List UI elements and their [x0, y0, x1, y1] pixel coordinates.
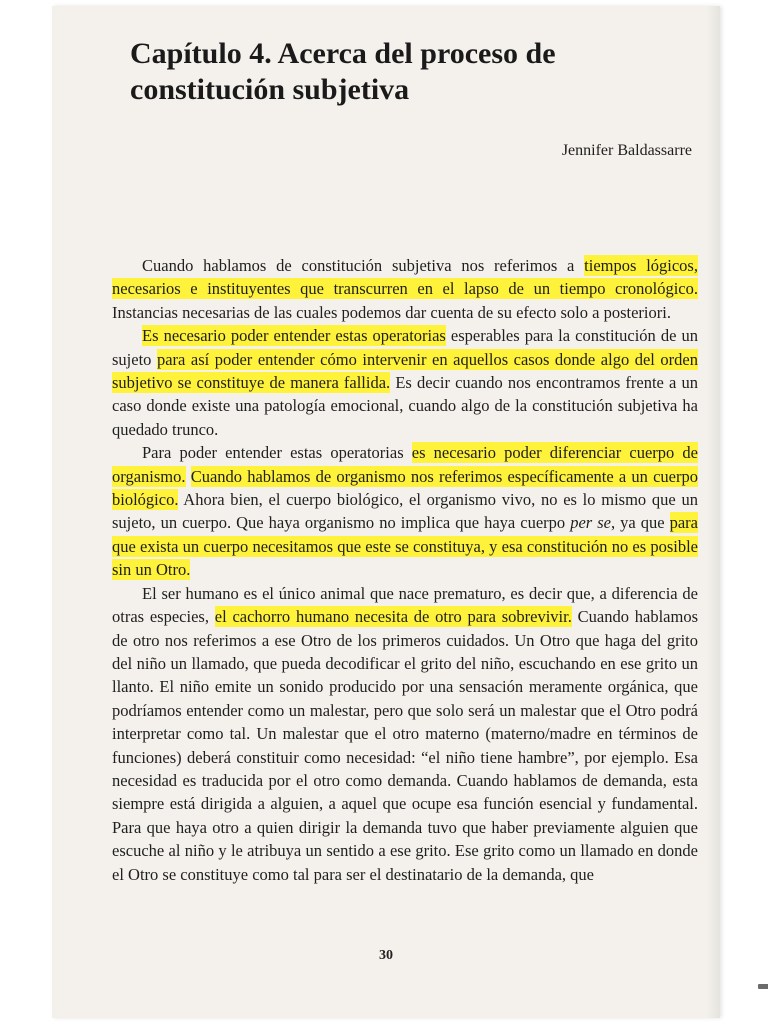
body-paragraph: [112, 582, 698, 886]
page-number: 30: [379, 948, 393, 963]
highlighted-text: para que exista un cuerpo necesitamos que este se constituya, y esa constitución no es posible sin un Otro.: [112, 513, 698, 580]
paragraph-text: Instancias necesarias de las cuales podemos dar cuenta de su efecto solo a posteriori.: [112, 302, 671, 322]
paragraph-text: Ahora bien, el cuerpo biológico, el organismo vivo, no es lo mismo que un sujeto, un cuerpo. Que haya organismo no implica que haya cuerpo: [112, 490, 698, 533]
paragraph-text: esperables para la constitución de un sujeto: [112, 326, 698, 369]
chapter-title: [130, 36, 690, 108]
paragraph-text: [186, 467, 191, 486]
paragraph-text: Para poder entender estas operatorias: [142, 443, 412, 463]
italic-text: per se: [570, 513, 611, 533]
highlighted-text: para así poder entender cómo intervenir en aquellos casos donde algo del orden subjetivo se constituye de manera fallida.: [112, 349, 698, 393]
paragraph-text: Es decir cuando nos encontramos frente a un caso donde existe una patología emocional, cuando algo de la constitución subjetiva ha quedado trunco.: [112, 373, 698, 439]
paragraph-text: El ser humano es el único animal que nace prematuro, es decir que, a diferencia de otras especies,: [112, 583, 698, 627]
body-paragraph: [112, 441, 698, 581]
body-paragraph: [112, 324, 698, 441]
author-name: Jennifer Baldassarre: [561, 142, 692, 159]
page-corner-mark: [758, 984, 768, 989]
highlighted-text: es necesario poder diferenciar cuerpo de organismo.: [112, 443, 698, 486]
chapter-body: [112, 254, 698, 886]
highlighted-text: Es necesario poder entender estas operatorias: [142, 326, 446, 346]
highlighted-text: tiempos lógicos, necesarios e instituyentes que transcurren en el lapso de un tiempo cronológico.: [112, 256, 698, 299]
paragraph-text: Cuando hablamos de otro nos referimos a ese Otro de los primeros cuidados. Un Otro que haga del grito del niño un llamado, que pueda decodificar el grito del niño, escuchando en ese grito un llanto. El niño emite un sonido producido por una sensación meramente orgánica, que podríamos entender como un malestar, pero que solo será un malestar que el Otro podrá interpretar como tal. Un malestar que el otro materno (materno/madre en términos de funciones) deberá constituir como necesidad: “el niño tiene hambre”, por ejemplo. Esa necesidad es traducida por el otro como demanda. Cuando hablamos de demanda, esta siempre está dirigida a alguien, a aquel que ocupe esa función esencial y fundamental. Para que haya otro a quien dirigir la demanda tuvo que haber previamente alguien que escuche al niño y le atribuya un sentido a ese grito. Ese grito como un llamado en donde el Otro se constituye como tal para ser el destinatario de la demanda, que: [112, 607, 698, 884]
paragraph-text: Cuando hablamos de constitución subjetiva nos referimos a: [142, 256, 585, 275]
paragraph-text: , ya que: [610, 513, 670, 533]
highlighted-text: Cuando hablamos de organismo nos referimos específicamente a un cuerpo biológico.: [112, 466, 698, 510]
book-page: [52, 6, 720, 1018]
chapter-title-line-1: Capítulo 4. Acerca del proceso de: [130, 37, 556, 70]
chapter-title-line-2: constitución subjetiva: [130, 73, 410, 106]
body-paragraph: [112, 254, 698, 324]
highlighted-text: el cachorro humano necesita de otro para sobrevivir.: [214, 607, 572, 627]
